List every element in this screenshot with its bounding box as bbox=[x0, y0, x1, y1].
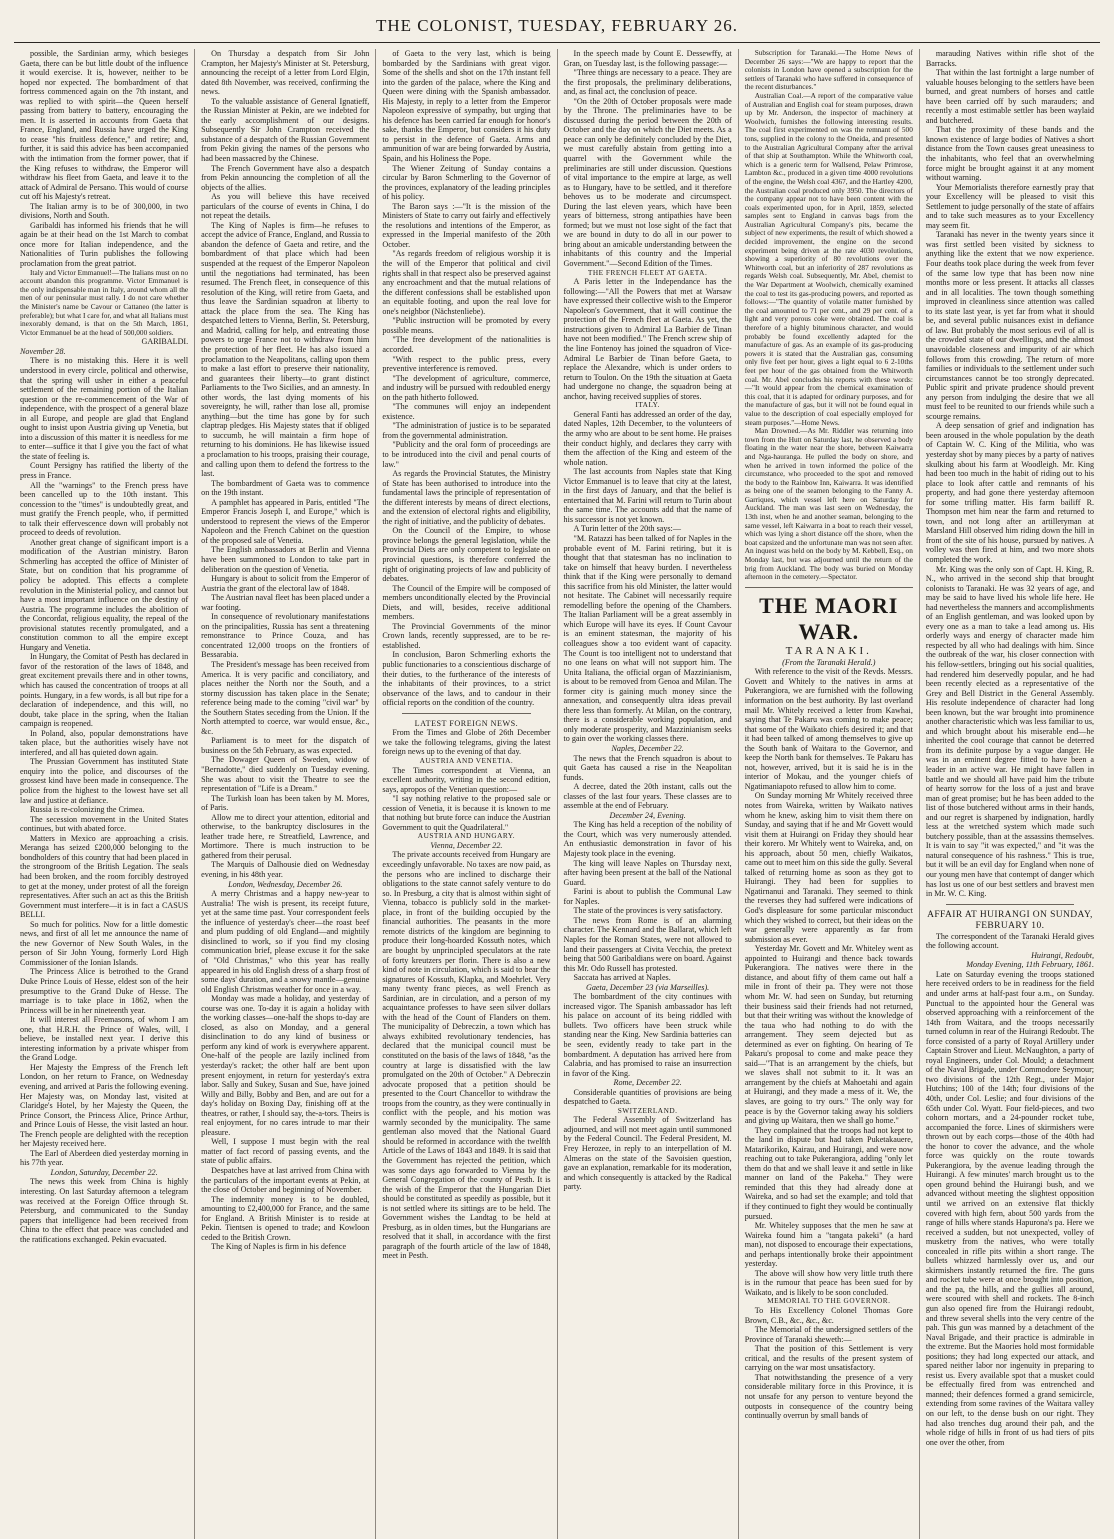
article-paragraph: The Memorial of the undersigned settlers of the Province of Taranaki sheweth:— bbox=[744, 1325, 913, 1344]
article-paragraph: As regards the Provincial Statutes, the Ministry of State has been authorised to introduce into the fundamental laws the principle of representation of the different interests by means of direct elections, and the extension of electoral rights and eligibility, the right of initiative, and the publicity of debates. bbox=[382, 469, 551, 526]
article-paragraph: A decree, dated the 20th instant, calls out the classes of the last four years. These classes are to assemble at the end of February. bbox=[563, 782, 732, 811]
article-paragraph: The King of Naples is firm in his defence bbox=[211, 1242, 347, 1252]
column-2 bbox=[194, 49, 375, 1539]
article-paragraph: The Federal Assembly of Switzerland has adjourned, and will not meet again until summoned by the Federal Council. The Federal President, M. Frey Herozee, in reply to an interpellation of M. Almeras on the state of the Savoisien question, gave an explanation, remarkable for its moderation, and which consequently is attacked by the Radical party. bbox=[563, 1115, 732, 1192]
article-paragraph: To the valuable assistance of General Ignatieff, the Russian Minister at Pekin, are we indebted for the early accomplishment of our designs. Subsequently Sir John Crampton received the substance of a despatch of the Russian Government from Pekin giving the names of the persons who had been massacred by the Chinese. bbox=[201, 96, 370, 164]
article-paragraph: "The administration of justice is to be separated from the governmental administration. bbox=[382, 421, 551, 440]
article-paragraph: The Council of the Empire will be composed of members unconditionally elected by the Provincial Diets, and will, besides, receive additional members. bbox=[382, 583, 551, 622]
maori-war-heading: THE MAORI WAR. bbox=[759, 592, 899, 644]
article-paragraph: There is no mistaking this. Here it is well understood in every circle, political and otherwise, that the spring will usher in either a peaceful settlement of the remaining portion of the Italian question or the re-commencement of the War of independence, with the prospect of a general blaze in all Europe, and people are glad that England ought to insist upon Austria giving up Venetia, but into a discussion of this matter it is needless for me to enter—suffice it that I give you the fact of what the state of feeling is. bbox=[20, 356, 189, 461]
garibaldi-signature: GARIBALDI. bbox=[141, 337, 189, 347]
col4-heading-french-fleet: THE FRENCH FLEET AT GAETA. bbox=[587, 267, 708, 277]
col3-dateline: Vienna, December 22. bbox=[430, 840, 503, 850]
article-paragraph: On Sunday morning Mr Whitely received three notes from Waireka, written by Waikato natives whom he knew, asking him to visit them there on Sunday, and saying that if he and Mr Govett would visit them at Huirangi on Friday they should hear their korero. Mr Whitely went to Waireka, and, on his approach, about 50 men, chiefly Waikatos, came out to meet him on this side the gully. Several talked of returning home as soon as they got to Huirangi. They had been for supplies to Ngatirnanui and Taranaki. They seemed to think the reverses they had suffered were indications of God's displeasure for some particular misconduct which they wished to correct, but their ideas on the war generally were apparently as far from submission as ever. bbox=[744, 791, 913, 944]
col4-dateline-naples: Naples, December 22. bbox=[611, 744, 684, 754]
article-paragraph: The French Government have also a despatch from Pekin announcing the completion of all the objects of the allies. bbox=[201, 163, 370, 192]
columns bbox=[14, 49, 1100, 1539]
article-paragraph: "I say nothing relative to the proposed sale or cession of Venetia, it is because it is known to me that nothing but brute force can induce the Austrian Government to quit the Quadrilateral." bbox=[382, 794, 551, 832]
article-paragraph: The Times correspondent at Vienna, an excellent authority, writing in the second edition, says, apropos of the Venetian question:— bbox=[382, 765, 551, 794]
article-paragraph: In Hungary, the Comitat of Pesth has declared in favor of the restoration of the laws of 1848, and great excitement prevails there and in other towns, which has caused the concentration of troops at all points. Hungary, in a few words, is all but ripe for a declaration of independence, and this will, no doubt, take place in the spring, when the Italian campaign is reopened. bbox=[20, 652, 189, 729]
article-paragraph: They complained that the troops had not kept to the land in dispute but had taken Puketakauere, Matarikoriko, Kairau, and Huirangi, and were now reaching out to take Pukerangiora, adding "only let them do that and we shall leave it and settle in like manner on land of the Pakeha." They were reminded that this they had already done at Waireka, and so had set the example; and told that if they continued to fight they would be continually pursued. bbox=[744, 1125, 913, 1221]
article-paragraph: The state of the provinces is very satisfactory. bbox=[573, 906, 723, 916]
article-paragraph: That the position of this Settlement is very critical, and the results of the present system of carrying on the war most unsatisfactory. bbox=[744, 1344, 913, 1373]
col4-paragraphs-e bbox=[564, 820, 732, 982]
col5-paragraphs-c bbox=[745, 1306, 913, 1421]
article-paragraph: The Austrian naval fleet has been placed under a war footing. bbox=[201, 593, 370, 612]
article-paragraph: "Public instruction will be promoted by every possible means. bbox=[382, 316, 551, 335]
col3-paragraphs-b bbox=[382, 766, 550, 833]
col1-paragraphs bbox=[20, 49, 188, 269]
article-paragraph: The bombardment of the city continues with increased vigor. The Spanish ambassador has left his palace on account of its being riddled with bullets. Two officers have been struck while standing near the King. New Sardinia batteries can be seen, evidently ready to take part in the bombardment. A deputation has arrived here from Calabria, and has promised to raise an insurrection in favor of the King. bbox=[563, 992, 732, 1078]
col2-paragraphs-b bbox=[201, 889, 369, 1252]
col5-paragraphs-b bbox=[745, 667, 913, 1297]
article-paragraph: The President's message has been received from America. It is very pacific and conciliatory, and places neither the North nor the South, and a stormy discussion has taken place in the Senate; reference being made to the coming "civil war" by the Southern States seceding from the Union. If the North attempted to coerce, war would ensue, &c., &c. bbox=[201, 660, 370, 736]
article-paragraph: Yesterday Mr. Govett and Mr. Whiteley went as appointed to Huirangi and thence back towards Pukerangiora. The natives were there in the distance, and about fifty of them came out half a mile in front of their pa. They were not those whom Mr. W. had seen on Sunday, but returning their business said their friends had not returned, but that their writing was without the knowledge of the taua who had nothing to do with the arrangement. They seem dejected but as determined as ever on fighting. On hearing of Te Pakaru's proposal to come and make peace they said—"That is an arrangement by the chiefs, but we slaves shall not submit to it. It was an arrangement by the chiefs at Mahoetahi and again at Huirangi, and they made a mess of it. We, the slaves, are going to try ours." The only way for peace is by the Governor taking away his soldiers and giving up Waitara, then we shall go home." bbox=[744, 944, 913, 1126]
col3-rule bbox=[402, 713, 530, 714]
article-paragraph: Your Memorialists therefore earnestly pray that your Excellency will be pleased to visit this Settlement to judge personally of the state of affairs and to take such measures as to your Excellency may seem fit. bbox=[925, 182, 1095, 230]
article-paragraph: To His Excellency Colonel Thomas Gore Brown, C.B., &c., &c., &c. bbox=[744, 1306, 913, 1325]
article-paragraph: A deep sensation of grief and indignation has been aroused in the whole population by the death of Captain W. C. King of the Militia, who was yesterday shot by many pieces by a party of natives skulking about his farm at Woodleigh. Mr. King had been too much in the habit of riding out to his place to look after cattle and remnants of his property, and had gone there yesterday afternoon for some trifling matter. His farm bailiff R. Thompson met him near the farm and returned to town, and not long after an artilleryman at Marsland Hill observed him riding down the hill in front of the site of his house, pursued by natives. A volley was then fired at him, and two more shots completed the work. bbox=[925, 421, 1095, 564]
article-paragraph: In the speech made by Count E. Dessewffy, at Gran, on Tuesday last, is the following passage:— bbox=[563, 49, 732, 68]
huirangi-affair-heading: AFFAIR AT HUIRANGI ON SUNDAY, FEBRUARY 10. bbox=[927, 909, 1093, 931]
article-paragraph: That within the last fortnight a large number of valuable houses belonging to the settlers have been burned, and great numbers of horses and cattle have been carried off by such marauders; and recently a most estimable settler has been waylaid and butchered. bbox=[925, 68, 1095, 125]
article-paragraph: The English ambassadors at Berlin and Vienna have been summoned to London to take part in deliberation on the question of Venetia. bbox=[201, 545, 370, 574]
article-paragraph: A merry Christmas and a happy new-year to Australia! The wish is present, its receipt future, yet at the same time past. Your correspondent feels the influence of yesterday's cheer—the roast beef and plum pudding of old England—and mightily disinclined to work, so if you find my closing communication brief, please excuse it for the sake of "Old Christmas," who this year has really appeared in his old English dress of a sharp frost of some days' duration, and a snowy mantle—genuine old English Christmas weather for once in a way. bbox=[201, 889, 370, 994]
article-paragraph: The last accounts from Naples state that King Victor Emmanuel is to leave that city at the latest, in the first days of January, and that the belief is entertained that M. Farini will return to Turin about the same time. The accounts add that the name of his successor is not yet known. bbox=[563, 467, 732, 524]
masthead: THE COLONIST, TUESDAY, FEBRUARY 26. bbox=[14, 14, 1100, 43]
article-paragraph: Monday was made a holiday, and yesterday of course was one. To-day it is again a holiday with the working classes—one-half the shops to-day are closed, as also on Monday, and a general disinclination to do any kind of business or perform any kind of work is everywhere apparent. One-half of the people are lazily inclined from yesterday's racket; the other half are bent upon present enjoyment, in return for yesterday's extra labor. Sally and Sukey, Susan and Sue, have joined Willy and Billy, Bobby and Ben, and are out for a day's holiday on Boxing Day, finishing off at the theatres, or rather, I should say, the-a-tors. Theirs is real enjoyment, for no cares intrude to mar their pleasure. bbox=[201, 994, 370, 1137]
col6-intro: The correspondent of the Taranaki Herald gives the following account. bbox=[925, 931, 1095, 951]
article-paragraph: Australian Coal.—A report of the comparative value of Australian and English coal for steam purposes, drawn up by Mr. Anderson, the inspector of machinery at Woolwich, furnishes the following interesting results. The coal first experimented on was the remnant of 500 tons, supplied in the colony to the Oneida, and presented to the Australian Agricultural Company after the arrival of that ship at Southampton. While the Whitworth coal, which is a generic term for Wallsend, Pelaw Primrose, Lambton &c., produced in a given time 4000 revolutions of the engine, the Welsh coal 4367, and the Hartley 4200, the Australian coal produced only 3950. The directors of the company appear not to have been content with the coals experimented upon, for in April, 1859, selected samples sent to England in canvas bags from the Australian Agricultural Company's pits, became the subject of new experiments, the result of which showed a decided improvement, the engine on the second experiment being driven at the rate 4030 revolutions, showing a superiority of 80 revolutions over the Whitworth coal, but an inferiority of 287 revolutions as regards Welsh coal. Subsequently, Mr. Abel, chemist to the War Department at Woolwich, chemically examined the coal to test its gas-producing powers, and reported as follows:—"The quantity of volatile matter furnished by the coal amounted to 71 per cent., and 29 per cent. of a light and very porous coke were obtained. The coal is therefore of a highly bituminous character, and would probably be found excellently adapted for the manufacture of gas. As an example of its gas-producing powers it is stated that the Australian gas, consuming only five feet per hour, gives a light equal to 6 2-10ths feet per hour of the gas obtained from the Whitworth coal. Mr. Abel concludes his reports with these words:—"It would appear from the chemical examination of this coal, that it is adapted for ordinary purposes, and for the manufacture of gas, but it will not be found equal in value to the description of coal especially employed for steam purposes."—Home News. bbox=[744, 90, 913, 427]
article-paragraph: The secession movement in the United States continues, but with abated force. bbox=[20, 814, 189, 834]
col4-dateline-gaeta: Gaeta, December 23 (via Marseilles). bbox=[586, 982, 710, 992]
article-paragraph: Mr. Whiteley supposes that the men he saw at Waireka found him a "tangata pakeki" (a hard man), not disposed to encourage their expectations, and perhaps intentionally broke their appointment yesterday. bbox=[744, 1221, 913, 1269]
article-paragraph: Garibaldi has informed his friends that he will again be at their head on the 1st March to combat once more for Italian independence, and the Nationalities of Turin publishes the following proclamation from the great patriot. bbox=[20, 220, 189, 269]
article-paragraph: So much for politics. Now for a little domestic news, and first of all let me announce the name of the new Governor of New South Wales, in the person of Sir John Young, formerly Lord High Commissioner of the Ionian Islands. bbox=[20, 919, 189, 967]
article-paragraph: Farini is about to publish the Communal Law for Naples. bbox=[563, 887, 732, 906]
article-paragraph: That the proximity of these bands and the known existence of large bodies of Natives a short distance from the Town causes great uneasiness to the inhabitants, who feel that an overwhelming force might be brought against it at any moment without warning. bbox=[925, 125, 1095, 183]
col4-paragraphs-h bbox=[564, 1115, 732, 1191]
col1-paragraphs-b bbox=[20, 356, 188, 1167]
article-paragraph: possible, the Sardinian army, which besieges Gaeta, there can be but little doubt of the influence it would exercise. It is, however, neither to be hoped nor expected. The bombardment of that fortress commenced again on the 7th instant, and was replied to with spirit—the Queen herself passing from battery to battery, encouraging the men. It is asserted in accounts from Gaeta that France, England, and Russia have urged the King to cease "his fruitless defence," and retire; and, further, it is said this advice has been accompanied with the intimation from the former power, that if the King refuses to withdraw, the Emperor will withdraw his fleet from Gaeta, and leave it to the attack of Admiral de Persano. This would of course cut off his Majesty's retreat. bbox=[20, 49, 189, 202]
article-paragraph: The Earl of Aberdeen died yesterday morning in his 77th year. bbox=[20, 1148, 189, 1168]
article-paragraph: "Three things are necessary to a peace. They are the first proposals, the preliminary deliberations, and, as final act, the conclusion of peace. bbox=[563, 68, 732, 97]
article-paragraph: Another great change of significant import is a modification of the Austrian ministry. Baron Schmerling has accepted the office of Minister of State, but on condition that his programme of policy be adopted. This effects a complete revolution in the Ministerial policy, and cannot but have a most important influence on the destiny of Austria. The programme includes the abolition of the Concordat, religious equality, the repeal of the provisional statutes recently promulgated, and a constitution common to all the empire except Hungary and Venetia. bbox=[20, 537, 189, 652]
col3-heading-latest-foreign-news: LATEST FOREIGN NEWS. bbox=[414, 718, 519, 728]
article-paragraph: The King of Naples is firm—he refuses to accept the advice of France, England, and Russia to abandon the defence of Gaeta and retire, and the bombardment of that place which had been suspended at the request of the Emperor Napoleon until the negotiations had terminated, has been resumed. The French fleet, in consequence of this resolution of the King, will retire from Gaeta, and thus leave the Sardinian squadron at liberty to attack the place from the sea. The King has despatched letters to Vienna, Berlin, St. Petersburg, and Madrid, calling for help, and entreating those powers to urge France not to withdraw from him the protection of her fleet. He has also issued a proclamation to the Neapolitans, calling upon them to make a last effort to preserve their nationality, and guarantees their liberty—to grant distinct Parliaments to the Two Sicilies, and an amnesty. In other words, the last dying moments of his sovereignty, he will, rather than lose all, promise anything—but the time has gone by for such claptrap pledges. His Majesty states that if obliged to succumb, he will maintain a firm hope of returning to his dominions. He has likewise issued a proclamation to his troops, praising their courage, and calling upon them to defend the fortress to the last. bbox=[201, 220, 370, 479]
article-paragraph: In consequence of revolutionary manifestations on the principalities, Russia has sent a threatening remonstrance to Prince Couza, and has concentrated 12,000 troops on the frontiers of Bessarabia. bbox=[201, 612, 370, 660]
col4-dateline-rome: Rome, December 22. bbox=[613, 1078, 682, 1088]
taranaki-subheading: TARANAKI. bbox=[785, 644, 872, 657]
col5-paragraphs bbox=[745, 49, 913, 582]
article-paragraph: Hungary is about to solicit from the Emperor of Austria the grant of the electoral law of 1848. bbox=[201, 574, 370, 593]
article-paragraph: "M. Ratazzi has been talked of for Naples in the probable event of M. Farini retiring, but it is thought that that statesman has no inclination to take on himself that heavy burden. I nevertheless think that if the King were personally to demand this sacrifice from his old Minister, the latter would not hesitate. The Cabinet will necessarily require remodelling before the opening of the Chambers. The Italian Parliament will be a great assembly in which Europe will have its eyes. If Count Cavour is an eminent statesman, the majority of his colleagues show a too evident want of capacity. The Count is too intelligent not to understand that no one leans on what will not support him. The Unita Italiana, the official organ of Mazzinianism, is about to be removed from Genoa and Milan. The former city is gaining much money since the annexation, and consequently ultra ideas prevail there less than formerly. At Milan, on the contrary, there is a considerable working population, and only moderate prosperity, and Mazzinianism seeks to gain over the working classes there. bbox=[563, 533, 732, 744]
column-1 bbox=[14, 49, 194, 1539]
article-paragraph: General Fanti has addressed an order of the day, dated Naples, 12th December, to the volunteers of the army who are about to be sent home. He praises their conduct highly, and declares they carry with them the affection of the King and esteem of the whole nation. bbox=[563, 409, 732, 467]
article-paragraph: The Dowager Queen of Sweden, widow of "Bernadotte," died suddenly on Tuesday evening. She was about to visit the Theatre to see the representation of "Life is a Dream." bbox=[201, 755, 370, 794]
col4-dateline-dec24: December 24, Evening. bbox=[609, 810, 686, 820]
taranaki-herald-source: (From the Taranaki Herald.) bbox=[782, 657, 876, 667]
article-paragraph: The Prussian Government has instituted State enquiry into the police, and discourses of the grossest kind have been made in consequence. The police from the highest to the lowest have set all law and justice at defiance. bbox=[20, 757, 189, 805]
article-paragraph: A Turin letter of the 20th says:— bbox=[573, 524, 681, 534]
column-6 bbox=[919, 49, 1100, 1539]
article-paragraph: Well, I suppose I must begin with the real matter of fact record of passing events, and the state of public affairs. bbox=[201, 1137, 370, 1166]
column-3 bbox=[375, 49, 556, 1539]
col3-heading-austria-venetia: AUSTRIA AND VENETIA. bbox=[419, 755, 514, 765]
article-paragraph: With reference to the visit of the Revds. Messrs. Govett and Whitely to the natives in arms at Pukerangiora, we are furnished with the following information on the best authority. By last overland mail Mr. Whitely received a letter from Kawhai, saying that Te Pakaru was coming to make peace; that some of the Waikato chiefs desired it; and that it had been talked of among themselves to give up the South bank of Waitara to the Governor, and keep the North bank for themselves. Te Pakaru has not, however, arrived, but it is said he is in the interior of Mokau, and the younger chiefs of Ngatimaniapoto refused to allow him to come. bbox=[744, 667, 913, 791]
article-paragraph: The indemnity money is to be doubled, amounting to £2,400,000 for France, and the same for England. A British Minister is to reside at Pekin. Tientsen is opened to trade; and Kowloon ceded to the British Crown. bbox=[201, 1194, 370, 1242]
col2-dateline: London, Wednesday, December 26. bbox=[228, 879, 343, 889]
article-paragraph: Subscription for Taranaki.—The Home News of December 26 says:—"We are happy to report that the colonists in London have opened a subscription for the settlers of Taranaki who have suffered in consequence of the recent disturbances." bbox=[744, 49, 913, 92]
article-paragraph: That notwithstanding the presence of a very considerable military force in this Province, it is not unsafe for any person to venture beyond the outposts in consequence of the country being continually overrun by small bands of bbox=[744, 1372, 913, 1421]
article-paragraph: Count Persigny has ratified the liberty of the press in France. bbox=[20, 461, 189, 480]
article-paragraph: On the Council of the Empire, to whose province belongs the general legislation, while the Provincial Diets are only competent to legislate on provincial questions, is therefore conferred the right of originating projects of law and publicity of debates. bbox=[382, 526, 551, 584]
article-paragraph: A pamphlet has appeared in Paris, entitled "The Emperor Francis Joseph I, and Europe," which is understood to represent the views of the Emperor Napoleon and the French Cabinet on the question of the proposed sale of Venetia. bbox=[201, 497, 370, 545]
col3-paragraphs bbox=[382, 49, 550, 708]
article-paragraph: The King has held a reception of the nobility of the Court, which was very numerously attended. An enthusiastic demonstration in favor of his Majesty took place in the evening. bbox=[563, 820, 732, 859]
article-paragraph: The bombardment of Gaeta was to commence on the 19th instant. bbox=[201, 478, 370, 498]
article-paragraph: Late on Saturday evening the troops stationed here received orders to be in readiness for the field and under arms at half-past four a.m., on Sunday. Punctual to the appointed hour the General was observed approaching with a reinforcement of the 14th from Waitara, and the troops necessarily turned column in rear of the Huirangi Redoubt. The force consisted of a party of Royal Artillery under Captain Strover and Lieut. McNaughton, a party of royal Engineers, under Col. Mould; a detachment of the Naval Brigade, under Commodore Seymour; two divisions of the 12th Regt., under Major Hutchins; 100 of the 14th; four divisions of the 40th, under Col. Leslie; and four divisions of the 65th under Col. Wyatt. Four field-pieces, and two cohorn mortars, and a 24-pounder rocket tube, accompanied the force. Lines of skirmishers were thrown out by each corps—those of the 40th had the honor to cover the advance, and the whole force was quickly on the route towards Pukerangiora, by the avenue leading through the Huirangi. A few minutes' march brought us to the open ground behind the Huirangi bush, and we advanced without meeting the slightest opposition until we arrived on an extensive flat thickly covered with high fern, about 500 yards from the range of hills where stands Hapurona's pa. Here we received a sudden, but not unexpected, volley of musketry from the natives, who were totally concealed in rifle pits within a short range. The bullets whizzed harmlessly over us, and our skirmishers instantly returned the fire. The guns and rocket tube were at once brought into position, and the pa, the hills, and the gullies all around, were scoured with shell and rockets. The 8-inch gun also opened fire from the Huirangi redoubt, and threw several shells into the very centre of the pah. This gun was manned by a detachment of the Naval Brigade, and their practice is admirable in the extreme. But the Maories hold most formidable positions; they had long expected our attack, and spared neither labor nor ingenuity in preparing to resist us. Every available spot that a musket could be effectually fired from was entrenched and manned; their defences formed a grand semicircle, extending from some ravines of the Waitara valley on our left, to the dense bush on our right. They had also trenches dug around their pah, and the whole ridge of hills in front of us had tiers of pits one over the other, from bbox=[925, 969, 1095, 1447]
col5-rule bbox=[745, 587, 913, 588]
article-paragraph: The Princess Alice is betrothed to the Grand Duke Prince Louis of Hesse, eldest son of the heir presumptive to the Grand Duke of Hesse. The marriage is to take place in 1862, when the Princess will be in her nineteenth year. bbox=[20, 967, 189, 1015]
article-paragraph: "Publicity and the oral form of proceedings are to be introduced into the civil and penal courts of law." bbox=[382, 440, 551, 469]
article-paragraph: of Gaeta to the very last, which is being bombarded by the Sardinians with great vigor. Some of the shells and shot on the 17th instant fell into the garden of the palace, where the King and Queen were dining with the Spanish ambassador. His Majesty, in reply to a letter from the Emperor Napoleon expressive of sympathy, but urging that his defence has been carried far enough for honor's sake, thanks the Emperor, but considers it his duty to persist in the defence of Gaeta. Arms and ammunition of war are being forwarded by Austria, Spain, and his Holiness the Pope. bbox=[382, 49, 551, 164]
article-paragraph: "The communes will enjoy an independent existence. bbox=[382, 402, 551, 421]
col1-dateline: November 28. bbox=[20, 346, 66, 356]
article-paragraph: The Provincial Governments of the minor Crown lands, recently suppressed, are to be re-established. bbox=[382, 621, 551, 650]
article-paragraph: It will interest all Freemasons, of whom I am one, that H.R.H. the Prince of Wales, will, I believe, be installed next year. I derive this interesting information by a private whisper from the Grand Lodge. bbox=[20, 1015, 189, 1063]
article-paragraph: Allow me to direct your attention, editorial and otherwise, to the bankruptcy disclosures in the leather trade here, re Streatfield, Lawrence, and Mortimore. There is much instruction to be gathered from their perusal. bbox=[201, 812, 370, 860]
garibaldi-proclamation: Italy and Victor Emmanuel!—The Italians must on no account abandon this programme. Victor Emmanuel is the only indispensable man in Italy, around whom all the men of our peninsular must rally. I do not care whether the Minister's name be Cavour or Cattaneo (the latter is preferable); but what I care for, and what all Italians must inexorably demand, is that on the 5th March, 1861, Victor Emmanuel be at the head of 500,000 soldiers. bbox=[20, 267, 189, 337]
article-paragraph: "With respect to the public press, every preventive interference is removed. bbox=[382, 354, 551, 374]
article-paragraph: On Thursday a despatch from Sir John Crampton, her Majesty's Minister at St. Petersburg, announcing the receipt of a letter from Lord Elgin, dated 8th November, was received, confirming the news. bbox=[201, 49, 370, 97]
article-paragraph: The private accounts received from Hungary are exceedingly unfavorable. No taxes are now paid, as the persons who are inclined to discharge their obligations to the state cannot safely venture to do so. In Presburg, a city that is almost within sight of Vienna, tobacco is publicly sold in the market-place, in front of the building occupied by the financial authorities. The peasants in the more remote districts of the kingdom are beginning to produce their long-hoarded Kossuth notes, which are bought by unprincipled speculators at the rate of forty kreutzers per florin. There is also a new kind of note in circulation, which is said to bear the signatures of Kossuth, Klapka, and Moehrlet. Very many twenty franc pieces, as well French as Sardinian, are in circulation, and a person of my acquaintance professes to have seen silver dollars with the head of the Count of Flanders on them. The municipality of Debreczin, a town which has always exhibited revolutionary tendencies, has declared that the municipal council must be constituted on the basis of the laws of 1848, "as the country at large is dissatisfied with the law promulgated on the 20th of October." A Debreczin advocate proposed that a petition should be presented to the Court Chancellor to withdraw the troops from the country, as they were continually in conflict with the people, and his motion was warmly seconded by the municipality. The same gentleman also moved that the National Guard should be reformed in accordance with the twelfth Article of the Laws of 1843 and 1849. It is said that the Government has rejected the petition, which was some days ago forwarded to Vienna by the General Congregation of the county of Pesth. It is the wish of the Emperor that the Hungarian Diet should be constituted as speedily as possible, but it is not settled where its sittings are to be held. The Government wishes the Landtag to be held at Presburg, as in olden times, but the Hungarians are resolved that it shall, in accordance with the first paragraph of the fourth article of the law of 1848, meet in Pesth. bbox=[382, 850, 551, 1261]
col1-dateline-2: London, Saturday, December 22. bbox=[50, 1167, 158, 1177]
article-paragraph: The Italian army is to be of 300,000, in two divisions, North and South. bbox=[20, 201, 189, 221]
article-paragraph: "The free development of the nationalities is accorded. bbox=[382, 335, 551, 354]
article-paragraph: The Marquis of Dalhousie died on Wednesday evening, in his 48th year. bbox=[201, 860, 370, 880]
memorial-heading: MEMORIAL TO THE GOVERNOR. bbox=[767, 1296, 891, 1306]
article-paragraph: The Baron says :—"It is the mission of the Ministers of State to carry out fairly and effectively the resolutions and intentions of the Emperor, as expressed in the Imperial manifesto of the 20th October. bbox=[382, 201, 551, 249]
article-paragraph: Taranaki has never in the twenty years since it was first settled been visited by sickness to anything like the extent that we now experience. Four deaths took place during the week from fever of the same low type that has been now nine months more or less present. It attacks all classes and in all localities. The town though something improved in cleanliness since attention was called to its state last year, is yet far from what it should be, and several public nuisances exist in defiance of law. But probably the most serious evil of all is the crowded state of our dwellings, and the almost unavoidable closeness and impurity of air which follows from this crowding. The return of more families or individuals to the settlement under such circumstances cannot be too strongly deprecated. Public spirit and private prudence should prevent any person from indulging the desire that we all must feel to be reunited to our friends while such a scourge remains. bbox=[925, 230, 1095, 421]
col3-paragraphs-c bbox=[382, 850, 550, 1261]
col4-paragraphs-f bbox=[564, 992, 732, 1078]
col3-heading-austria-hungary: AUSTRIA AND HUNGARY. bbox=[417, 831, 516, 841]
article-paragraph: Her Majesty the Empress of the French left London, on her return to France, on Wednesday evening, and arrived at Paris the following evening. Her Majesty was, on Monday last, visited at Claridge's Hotel, by her Majesty the Queen, the Prince Consort, the Princess Alice, Prince Arthur, and Prince Louis of Hesse, the visit lasted an hour. The French people are delighted with the reception her Majesty received here. bbox=[20, 1062, 189, 1149]
article-paragraph: marauding Natives within rifle shot of the Barracks. bbox=[925, 49, 1095, 68]
article-paragraph: "As regards freedom of religious worship it is the will of the Emperor that political and civil rights shall in that respect also be preserved against any encroachment and that the mutual relations of the different confessions shall be established upon an equitable footing, and upon the real love for one's neighbor (Nächstenliebe). bbox=[382, 249, 551, 316]
article-paragraph: Parliament is to meet for the dispatch of business on the 5th February, as was expected. bbox=[201, 736, 370, 755]
col4-paragraphs-c bbox=[564, 410, 732, 744]
column-4 bbox=[557, 49, 738, 1539]
article-paragraph: Mr. King was the only son of Capt. H. King, R. N., who arrived in the second ship that brought colonists to Taranaki. He was 32 years of age, and may be said to have lived his whole life here. He had nevertheless the manners and accomplishments of an English gentleman, and was looked upon by every one as a man to take a lead among us. His orderly ways and energy of character made him respected by all who had dealings with him. Since the outbreak of the war, his closer connection with his fellow-settlers, bringing out his social qualities, had rendered him deservedly popular, and he had been recently elected as a representative of the Grey and Bell District in the General Assembly. His resolute independence of character had long been known, but the war brought into prominence another characteristic which was less familiar to us, and which brought about his miserable end—he inherited the cool courage that cannot be deterred from its definite purpose by a vague danger. He was in an eminent degree fitted to have been a leader in an active war. He might have fallen in battle and we should all have paid him the tribute of hearty sorrow for the loss of a just and brave man of great promise; but he has been added to the list of those butchered without arms in their hands, and our regret is sharpened by indignation, hardly less at the wretched system which made such butchery possible, than at the assassins themselves. It is vain to say "it was expected," and "it was the natural consequence of his rashness." This is true, but it will be an evil day for England when none of our young men have that contempt of danger which has lost us one of our best settlers and bravest men in Mr. W. C. King. bbox=[925, 564, 1095, 899]
article-paragraph: Saccata has arrived at Naples. bbox=[573, 973, 671, 983]
article-paragraph: "On the 20th of October proposals were made by the Throne. The preliminaries have to be discussed during the period between the 20th of October and the day on which the Diet meets. As a peace can only be definitely concluded by the Diet, we must carefully abstain from getting into a quarrel with the Government while the preliminaries are still under discussion. Questions of vital importance to the empire at large, as well as to Hungary, have to be settled, and it therefore behoves us to be moderate and circumspect. During the last eleven years, which have been years of bitterness, strong antipathies have been formed; but we must not lose sight of the fact that we are bound in duty to do all in our power to bring about an amicable understanding between the inhabitants of this country and the Imperial Government."—Second Edition of the Times. bbox=[563, 96, 732, 269]
col1-paragraphs-c bbox=[20, 1177, 188, 1244]
col6-date: Monday Evening, 11th February, 1861. bbox=[966, 960, 1095, 970]
col4-heading-italy: ITALY. bbox=[635, 400, 660, 410]
article-paragraph: Russia is re-colonizing the Crimea. bbox=[30, 805, 145, 815]
article-paragraph: "The development of agriculture, commerce, and industry will be pursued with redoubled energy on the path hitherto followed. bbox=[382, 373, 551, 402]
article-paragraph: The above will show how very little truth there is in the rumour that peace has been sued for by Waikato, and is likely to be soon concluded. bbox=[744, 1268, 913, 1297]
col6-paragraphs bbox=[926, 49, 1094, 899]
article-paragraph: The king will leave Naples on Thursday next, after having been present at the ball of the National Guard. bbox=[563, 858, 732, 887]
article-paragraph: In conclusion, Baron Schmerling exhorts the public functionaries to a conscientious discharge of their duties, to the furtherance of the interests of the inhabitants of their provinces, to a strict observance of the laws, and to candour in their official reports on the condition of the country. bbox=[382, 650, 551, 708]
article-paragraph: Man Drowned.—As Mr. Riddler was returning into town from the Hutt on Saturday last, he observed a body floating in the water near the shore, between Kaiwarra and Nga-hauranga. He pulled the body on shore, and when he arrived in town informed the police of the circumstance, who proceeded to the spot and removed the body to the Rainbow Inn, Kaiwarra. It was identified as being one of the seamen belonging to the Fanny A. Garriques, which vessel left here on Saturday for Auckland. The man was last seen on Wednesday, the 13th inst, when he and another seaman, belonging to the same vessel, left Kaiwarra in a boat to reach their vessel, which was lying a short distance off the shore, when the boat capsized and the unfortunate man was not seen after. An inquest was held on the body by M. Kebbell, Esq., on Monday last, but was adjourned until the return of the brig from Auckland. The body was buried on Monday afternoon in the cemetery.—Spectator. bbox=[744, 426, 913, 582]
col2-paragraphs bbox=[201, 49, 369, 880]
article-paragraph: All the "warnings" to the French press have been cancelled up to the 10th instant. This concession to the "times" is undoubtedly great, and must gratify the French people, who, if permitted to talk their effervescence down will probably not proceed to deeds of revolution. bbox=[20, 480, 189, 538]
col4-paragraphs-b bbox=[564, 277, 732, 401]
col4-paragraphs bbox=[564, 49, 732, 269]
col3-intro: From the Times and Globe of 26th December we take the following telegrams, giving the latest foreign news up to the evening of that day. bbox=[382, 728, 551, 757]
col4-paragraphs-d bbox=[564, 754, 732, 811]
article-paragraph: The Turkish loan has been taken by M. Mores, of Paris. bbox=[201, 793, 370, 813]
col6-place: Huirangi, Redoubt, bbox=[1031, 950, 1095, 960]
column-5 bbox=[738, 49, 919, 1539]
article-paragraph: The Wiener Zeitung of Sunday contains a circular by Baron Schmerling to the Governor of the provinces, explanatory of the leading principles of his policy. bbox=[382, 163, 551, 202]
article-paragraph: A Paris letter in the Independance has the following:—"All the Powers that met at Warsaw have expressed their collective wish to the Emperor Napoleon's Government, that it will continue the protection of the French fleet at Gaeta. As yet, the instructions given to Admiral La Barbier de Tinan have not been modified." The French screw ship of the line Fontenoy has joined the squadron of Vice-Admiral Le Barbier de Tinan before Gaeta, to replace the Alexandre, which is under orders to return to Toulon. On the 19th the situation at Gaeta had undergone no change, the squadron being at anchor, having received supplies of stores. bbox=[563, 277, 732, 401]
article-paragraph: The news from Rome is of an alarming character. The Kennard and the Ballarat, which left Naples for the Roman States, were not allowed to land their passengers at Civita Vecchia, the pretext being that 500 Garibaldians were on board. Against this Mr. Odo Russell has protested. bbox=[563, 915, 732, 973]
article-paragraph: Despatches have at last arrived from China with the particulars of the important events at Pekin, at the close of October and beginning of November. bbox=[201, 1165, 370, 1195]
col6-paragraphs-b bbox=[926, 970, 1094, 1447]
article-paragraph: In Poland, also, popular demonstrations have taken place, but the authorities wisely have not interfered, and all has quieted down again. bbox=[20, 728, 189, 757]
article-paragraph: Considerable quantities of provisions are being despatched to Gaeta. bbox=[563, 1087, 732, 1107]
col4-heading-switzerland: SWITZERLAND. bbox=[617, 1105, 678, 1115]
article-paragraph: As you will believe this have received particulars of the course of events in China, I do not repeat the details. bbox=[201, 192, 370, 221]
article-paragraph: The news that the French squadron is about to quit Gaeta has caused a rise in the Neapolitan funds. bbox=[563, 753, 732, 782]
col6-rule bbox=[946, 904, 1074, 905]
article-paragraph: Matters in Mexico are approaching a crisis. Meranga has seized £200,000 belonging to the bondholders of this country that had been placed in the strongroom of the British Legation. The seals had been broken, and the room forcibly destroyed to get at the money, under protest of all the foreign representatives. After such an act as this the British Government must interfere—it is in fact a CASUS BELLI. bbox=[20, 833, 189, 920]
col4-paragraphs-g bbox=[564, 1088, 732, 1107]
article-paragraph: The news this week from China is highly interesting. On last Saturday afternoon a telegram was received at the Foreign Office through St. Petersburg, and communicated to the Sunday papers that intelligence had been received from China to the effect that peace was concluded and the ratifications exchanged. Pekin evacuated. bbox=[20, 1177, 189, 1244]
